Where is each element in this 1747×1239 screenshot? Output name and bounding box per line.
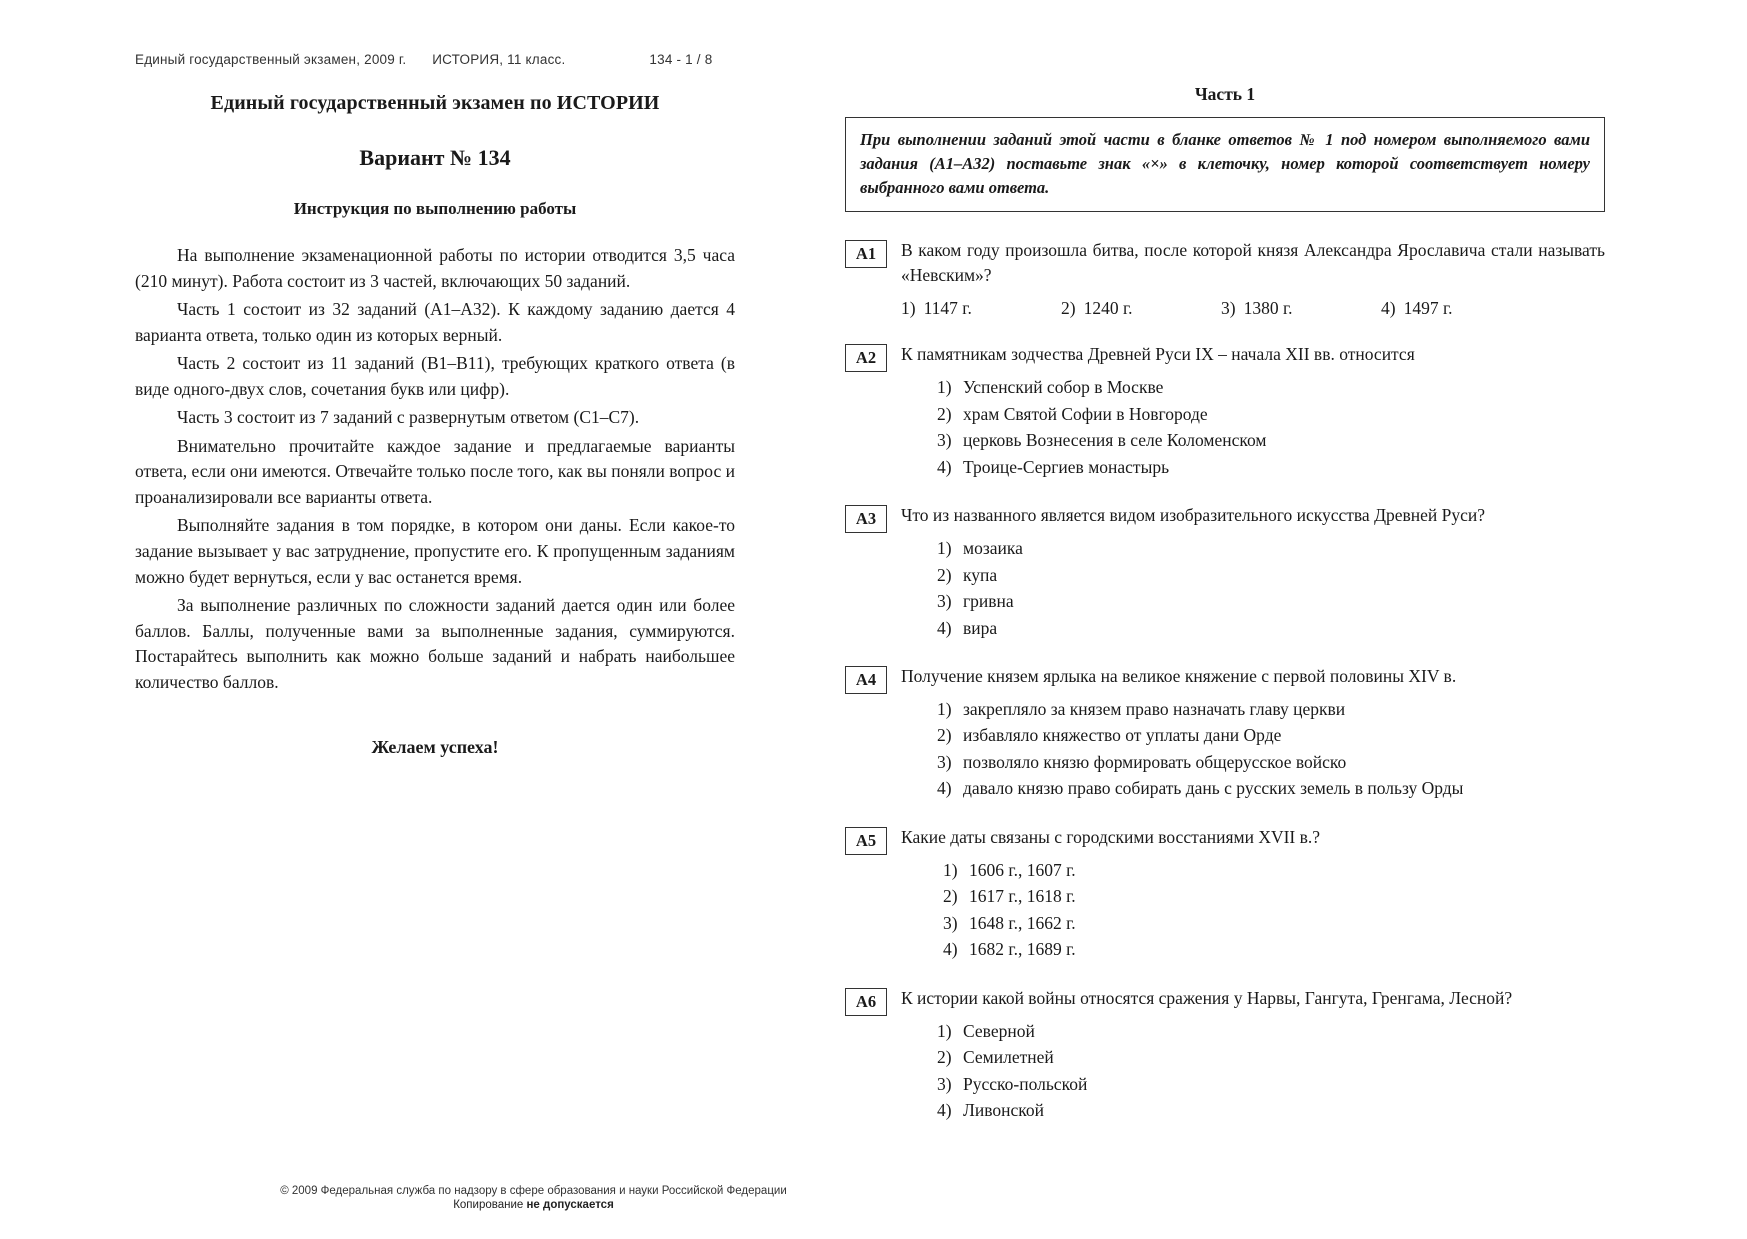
- question-code: A6: [845, 988, 887, 1016]
- option-text: храм Святой Софии в Новгороде: [963, 403, 1208, 424]
- option-text: давало князю право собирать дань с русских земель в пользу Орды: [963, 778, 1464, 799]
- question-item: [845, 986, 1605, 1125]
- question-code: A2: [845, 344, 887, 372]
- variant-title: Вариант № 134: [359, 145, 511, 170]
- answer-option[interactable]: [901, 750, 1605, 775]
- answer-options: [901, 858, 1605, 962]
- option-number: 3): [937, 1073, 952, 1094]
- good-luck-text: Желаем успеха!: [371, 737, 499, 758]
- question-body: [901, 238, 1605, 320]
- answer-option[interactable]: [901, 402, 1605, 427]
- option-number: 3): [937, 591, 952, 612]
- question-item: [845, 238, 1605, 320]
- instruction-heading: Инструкция по выполнению работы: [293, 199, 577, 218]
- option-text: Успенский собор в Москве: [963, 377, 1164, 398]
- answer-option[interactable]: [1381, 296, 1531, 321]
- option-text: мозаика: [963, 538, 1023, 559]
- question-body: [901, 503, 1605, 642]
- answer-option[interactable]: [901, 1019, 1605, 1044]
- answer-option[interactable]: [901, 375, 1605, 400]
- option-number: 4): [937, 456, 952, 477]
- option-text: Троице-Сергиев монастырь: [963, 456, 1170, 477]
- instruction-paragraph: За выполнение различных по сложности заданий дается один или более баллов. Баллы, полученные вами за выполненные задания, суммируются. Постарайтесь выполнить как можно больше заданий и набрать наибольшее количество баллов.: [135, 595, 735, 692]
- answer-options: [901, 296, 1605, 321]
- instruction-paragraph: Часть 3 состоит из 7 заданий с развернутым ответом (С1–С7).: [177, 407, 640, 428]
- option-text: Северной: [963, 1020, 1035, 1041]
- question-code: A4: [845, 666, 887, 694]
- option-text: 1648 г., 1662 г.: [969, 912, 1076, 933]
- option-number: 4): [937, 1100, 952, 1121]
- page-footer: [0, 1185, 1747, 1211]
- answer-option[interactable]: [901, 697, 1605, 722]
- answer-option[interactable]: [901, 723, 1605, 748]
- question-stem: Какие даты связаны с городскими восстаниями XVII в.?: [901, 826, 1321, 847]
- answer-option[interactable]: [901, 428, 1605, 453]
- question-stem: В каком году произошла битва, после которой князя Александра Ярославича стали называть «Невским»?: [901, 240, 1605, 286]
- option-text: закрепляло за князем право назначать главу церкви: [963, 698, 1346, 719]
- option-text: 1682 г., 1689 г.: [969, 939, 1076, 960]
- instruction-paragraph: Внимательно прочитайте каждое задание и предлагаемые варианты ответа, если они имеются. Отвечайте только после того, как вы поняли вопрос и проанализировали все варианты ответа.: [135, 435, 735, 507]
- question-stem: К истории какой войны относятся сражения у Нарвы, Гангута, Гренгама, Лесной?: [901, 987, 1513, 1008]
- option-number: 2): [1061, 297, 1076, 318]
- option-number: 4): [937, 778, 952, 799]
- option-text: 1240 г.: [1083, 297, 1133, 318]
- answer-option[interactable]: [901, 616, 1605, 641]
- option-number: 3): [1221, 297, 1236, 318]
- option-text: купа: [963, 564, 998, 585]
- page-title: Единый государственный экзамен по ИСТОРИИ: [210, 92, 660, 114]
- answer-option[interactable]: [901, 1045, 1605, 1070]
- option-text: Ливонской: [963, 1100, 1044, 1121]
- option-text: Русско-польской: [963, 1073, 1088, 1094]
- option-text: вира: [963, 617, 998, 638]
- question-code: A3: [845, 505, 887, 533]
- option-number: 1): [937, 538, 952, 559]
- footer-copyright: © 2009 Федеральная служба по надзору в сфере образования и науки Российской Федерации: [280, 1185, 787, 1197]
- question-stem: Получение князем ярлыка на великое княжение с первой половины XIV в.: [901, 666, 1457, 687]
- option-number: 1): [937, 698, 952, 719]
- question-body: [901, 342, 1605, 481]
- answer-options: [901, 375, 1605, 479]
- instruction-paragraph: Часть 2 состоит из 11 заданий (В1–В11), требующих краткого ответа (в виде одного-двух слов, сочетания букв или цифр).: [135, 353, 735, 399]
- footer-copy-prefix: Копирование: [453, 1199, 527, 1211]
- answer-option[interactable]: [901, 296, 1061, 321]
- option-text: церковь Вознесения в селе Коломенском: [963, 430, 1267, 451]
- option-number: 1): [901, 297, 916, 318]
- answer-option[interactable]: [901, 1098, 1605, 1123]
- running-header: [135, 52, 835, 67]
- answer-option[interactable]: [901, 937, 1605, 962]
- option-number: 2): [943, 886, 958, 907]
- question-item: [845, 825, 1605, 964]
- question-stem: К памятникам зодчества Древней Руси IX – начала XII вв. относится: [901, 344, 1415, 365]
- question-body: [901, 664, 1605, 803]
- header-subject-line: ИСТОРИЯ, 11 класс.: [432, 52, 566, 67]
- option-text: позволяло князю формировать общерусское войско: [963, 751, 1347, 772]
- instruction-paragraph: Часть 1 состоит из 32 заданий (А1–А32). К каждому заданию дается 4 варианта ответа, только один из которых верный.: [135, 299, 735, 345]
- option-number: 2): [937, 564, 952, 585]
- footer-copy-notice: [0, 1199, 1407, 1211]
- option-number: 1): [937, 1020, 952, 1041]
- right-column: [845, 84, 1605, 1147]
- footer-copy-bold: не допускается: [526, 1199, 614, 1211]
- left-column: [135, 92, 735, 758]
- option-text: Семилетней: [963, 1047, 1054, 1068]
- part-instruction-box: [845, 117, 1605, 212]
- answer-option[interactable]: [901, 884, 1605, 909]
- instruction-paragraph: Выполняйте задания в том порядке, в котором они даны. Если какое-то задание вызывает у вас затруднение, пропустите его. К пропущенным заданиям можно будет вернуться, если у вас останется время.: [135, 515, 735, 587]
- question-body: [901, 986, 1605, 1125]
- answer-options: [901, 1019, 1605, 1123]
- answer-option[interactable]: [901, 1072, 1605, 1097]
- question-item: [845, 503, 1605, 642]
- option-number: 3): [937, 430, 952, 451]
- option-text: 1617 г., 1618 г.: [969, 886, 1076, 907]
- answer-option[interactable]: [901, 911, 1605, 936]
- option-number: 4): [1381, 297, 1396, 318]
- answer-options: [901, 536, 1605, 640]
- option-number: 2): [937, 1047, 952, 1068]
- answer-options: [901, 697, 1605, 801]
- question-item: [845, 664, 1605, 803]
- option-number: 1): [943, 859, 958, 880]
- question-stem: Что из названного является видом изобразительного искусства Древней Руси?: [901, 505, 1486, 526]
- part-title: Часть 1: [1194, 84, 1256, 104]
- part-instruction-text: При выполнении заданий этой части в бланке ответов № 1 под номером выполняемого вами задания (А1–А32) поставьте знак «×» в клеточку, номер которой соответствует номеру выбранного вами ответа.: [860, 130, 1590, 197]
- question-body: [901, 825, 1605, 964]
- option-number: 4): [937, 617, 952, 638]
- question-code: A1: [845, 240, 887, 268]
- question-code: A5: [845, 827, 887, 855]
- option-number: 4): [943, 939, 958, 960]
- option-text: 1147 г.: [923, 297, 972, 318]
- header-exam-line: Единый государственный экзамен, 2009 г.: [135, 52, 407, 67]
- answer-option[interactable]: [901, 858, 1605, 883]
- answer-option[interactable]: [901, 589, 1605, 614]
- instruction-paragraph: На выполнение экзаменационной работы по истории отводится 3,5 часа (210 минут). Работа состоит из 3 частей, включающих 50 заданий.: [135, 245, 735, 291]
- option-number: 1): [937, 377, 952, 398]
- option-number: 3): [937, 751, 952, 772]
- answer-option[interactable]: [1221, 296, 1381, 321]
- answer-option[interactable]: [901, 776, 1605, 801]
- option-text: 1497 г.: [1403, 297, 1453, 318]
- answer-option[interactable]: [901, 563, 1605, 588]
- answer-option[interactable]: [901, 455, 1605, 480]
- option-text: избавляло княжество от уплаты дани Орде: [963, 725, 1282, 746]
- question-item: [845, 342, 1605, 481]
- option-text: 1380 г.: [1243, 297, 1293, 318]
- answer-option[interactable]: [901, 536, 1605, 561]
- option-number: 2): [937, 403, 952, 424]
- option-text: 1606 г., 1607 г.: [969, 859, 1076, 880]
- answer-option[interactable]: [1061, 296, 1221, 321]
- option-number: 2): [937, 725, 952, 746]
- header-page-code: 134 - 1 / 8: [649, 52, 713, 67]
- option-number: 3): [943, 912, 958, 933]
- option-text: гривна: [963, 591, 1014, 612]
